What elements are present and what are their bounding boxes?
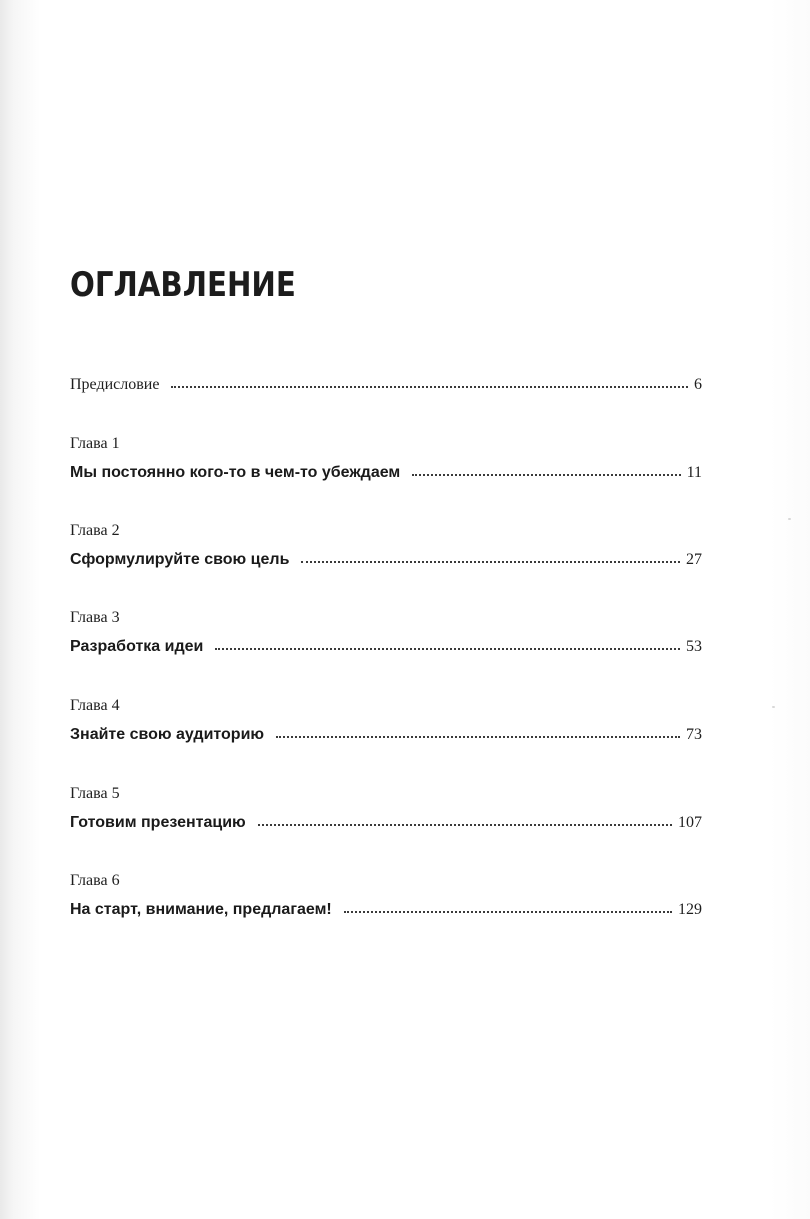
toc-page-number: 73: [686, 726, 702, 743]
chapter-title: Сформулируйте свою цель: [70, 551, 290, 568]
paper-speck: [788, 518, 791, 520]
chapter-title: Разработка идеи: [70, 638, 204, 655]
toc-entry-chapter-3: [70, 638, 702, 656]
chapter-number: Глава 3: [70, 609, 120, 626]
toc-page-number: 107: [678, 814, 702, 831]
dot-leader: [301, 561, 680, 563]
chapter-title: Мы постоянно кого-то в чем-то убеждаем: [70, 464, 401, 481]
dot-leader: [258, 824, 672, 826]
chapter-number: Глава 6: [70, 872, 120, 889]
chapter-number: Глава 2: [70, 522, 120, 539]
chapter-number: Глава 4: [70, 697, 120, 714]
paper-speck: [772, 706, 775, 708]
page-title: ОГЛАВЛЕНИЕ: [70, 265, 296, 305]
dot-leader: [412, 474, 680, 476]
chapter-title: На старт, внимание, предлагаем!: [70, 901, 332, 918]
toc-entry-chapter-2: [70, 551, 702, 569]
toc-page-number: 27: [686, 551, 702, 568]
dot-leader: [215, 648, 680, 650]
chapter-title: Знайте свою аудиторию: [70, 726, 265, 743]
dot-leader: [276, 736, 680, 738]
chapter-title: Готовим презентацию: [70, 814, 246, 831]
toc-page-number: 6: [694, 376, 702, 393]
toc-page-number: 53: [686, 638, 702, 655]
toc-entry-chapter-6: [70, 901, 702, 919]
dot-leader: [344, 911, 672, 913]
chapter-number: Глава 1: [70, 435, 120, 452]
toc-page-number: 11: [686, 464, 702, 481]
toc-entry-label: Предисловие: [70, 376, 160, 393]
toc-entry-chapter-5: [70, 814, 702, 832]
dot-leader: [171, 386, 688, 388]
toc-entry-chapter-4: [70, 726, 702, 744]
toc-page-number: 129: [678, 901, 702, 918]
toc-entry-chapter-1: [70, 464, 702, 482]
toc-entry-preface: [70, 376, 702, 394]
chapter-number: Глава 5: [70, 785, 120, 802]
